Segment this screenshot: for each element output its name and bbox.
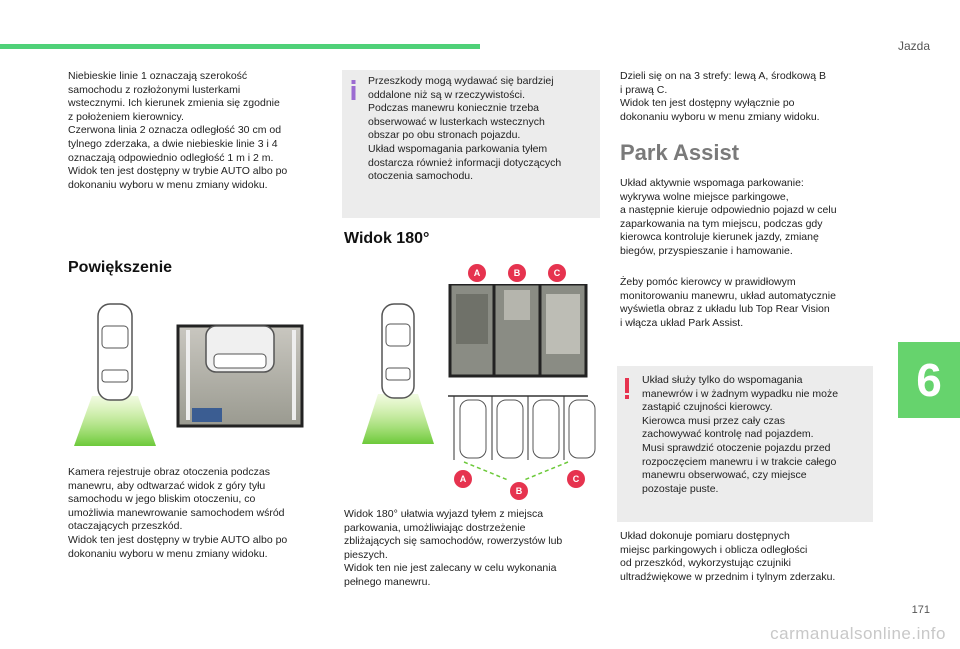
col1-paragraph-2: Kamera rejestruje obraz otoczenia podczas manewru, aby odtwarzać widok z góry tyłu samochodu w jego bliskim otoczeniu, co umożliwia manewrowanie samochodem wśród otaczających przeszkód. Widok ten jest dostępny w trybie AUTO albo po dokonaniu wyboru w menu zmiany widoku. — [68, 466, 288, 560]
info-box-text: Przeszkody mogą wydawać się bardziej oddalone niż są w rzeczywistości. Podczas manewru koniecznie trzeba obserwować w lusterkach wstecznych obszar po obu stronach pojazdu. Układ wspomagania parkowania tyłem dostarcza również informacji dotyczących otoczenia samochodu. — [368, 75, 562, 183]
col1-paragraph-1: Niebieskie linie 1 oznaczają szerokość samochodu z rozłożonymi lusterkami wstecznymi. Ich kierunek zmienia się zgodnie z położeniem kierownicy. Czerwona linia 2 oznacza odległość 30 cm od tylnego zderzaka, a dwie niebieskie linie 3 i 4 oznaczają odpowiednio odległość 1 m i 2 m. Widok ten jest dostępny w trybie AUTO albo po dokonaniu wyboru w menu zmiany widoku. — [68, 70, 288, 191]
warning-box-text: Układ służy tylko do wspomagania manewrów i w żadnym wypadku nie może zastąpić czujności kierowcy. Kierowca musi przez cały czas zachowywać kontrolę nad pojazdem. Musi sprawdzić otoczenie pojazdu przed rozpoczęciem manewru i w trakcie całego manewru obserwować, czy miejsce pozostaje puste. — [642, 374, 839, 495]
heading-widok-180: Widok 180° — [344, 230, 430, 247]
heading-powiekszenie: Powiększenie — [68, 259, 173, 276]
info-icon — [350, 80, 357, 100]
col3-paragraph-3: Żeby pomóc kierowcy w prawidłowym monitorowaniu manewru, układ automatycznie wyświetla obraz z układu lub Top Rear Vision i włącza układ Park Assist. — [620, 276, 836, 329]
warning-icon — [624, 378, 630, 400]
col3-paragraph-2: Układ aktywnie wspomaga parkowanie: wykrywa wolne miejsce parkingowe, a następnie kieruje odpowiednio pojazd w celu zaparkowania na tym miejscu, podczas gdy kierowca kontroluje kierunek jazdy, zmianę biegów, przyspieszanie i hamowanie. — [620, 177, 837, 257]
heading-park-assist: Park Assist — [620, 140, 740, 165]
zone-badge-c-top: C — [548, 264, 566, 282]
col3-paragraph-4: Układ dokonuje pomiaru dostępnych miejsc parkingowych i oblicza odległości od przeszkód, wykorzystując czujniki ultradźwiękowe w przednim i tylnym zderzaku. — [620, 530, 836, 583]
zone-badge-a-bottom: A — [454, 470, 472, 488]
page-number: 171 — [911, 604, 930, 616]
zone-badge-a-top: A — [468, 264, 486, 282]
180-view-illustration — [344, 284, 600, 484]
col3-paragraph-1: Dzieli się on na 3 strefy: lewą A, środkową B i prawą C. Widok ten jest dostępny wyłącznie po dokonaniu wyboru w menu zmiany widoku. — [620, 70, 827, 123]
watermark: carmanualsonline.info — [770, 624, 946, 643]
zone-badge-b-top: B — [508, 264, 526, 282]
top-accent-bar — [0, 44, 480, 49]
zone-badge-c-bottom: C — [567, 470, 585, 488]
section-header: Jazda — [897, 39, 930, 53]
zoom-view-illustration — [66, 296, 328, 456]
col2-paragraph: Widok 180° ułatwia wyjazd tyłem z miejsca parkowania, umożliwiając dostrzeżenie zbliżających się samochodów, rowerzystów lub pieszych. Widok ten nie jest zalecany w celu wykonania pełnego manewru. — [344, 508, 563, 588]
chapter-tab: 6 — [898, 342, 960, 418]
zone-badge-b-bottom: B — [510, 482, 528, 500]
